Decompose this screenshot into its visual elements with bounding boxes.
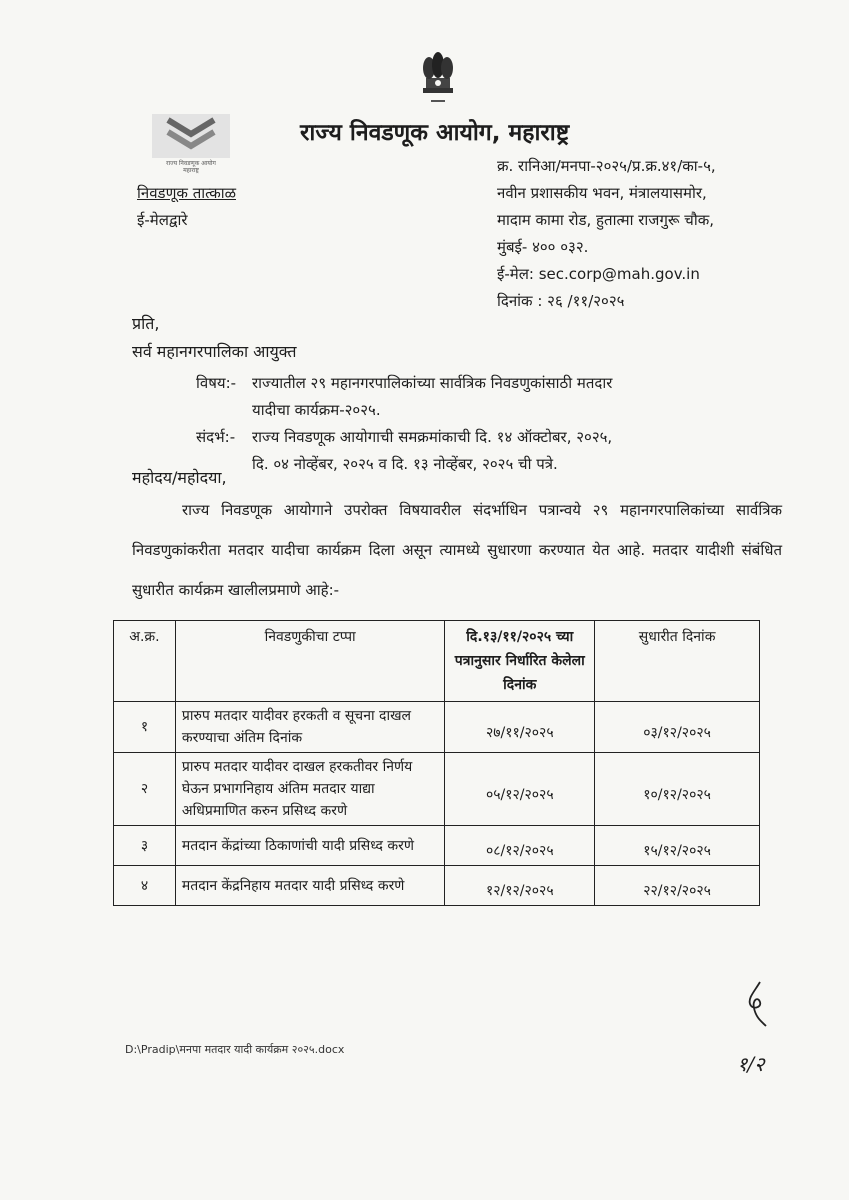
row-old-date: २७/११/२०२५ (445, 702, 595, 753)
row-number: २ (114, 753, 176, 826)
row-old-date: ०८/१२/२०२५ (445, 826, 595, 866)
header-cell: सुधारीत दिनांक (595, 621, 760, 702)
subject-line: राज्यातील २९ महानगरपालिकांच्या सार्वत्रिक निवडणुकांसाठी मतदार (252, 374, 613, 392)
row-old-date: ०५/१२/२०२५ (445, 753, 595, 826)
row-number: ३ (114, 826, 176, 866)
recipient-name: सर्व महानगरपालिका आयुक्त (132, 342, 297, 361)
subject-label: विषय:- (196, 374, 237, 392)
reference-number: क्र. रानिआ/मनपा-२०२५/प्र.क्र.४१/का-५, (497, 157, 716, 175)
table-row (114, 826, 760, 866)
page-title: राज्य निवडणूक आयोग, महाराष्ट्र (300, 120, 570, 146)
recipient-to: प्रति, (132, 314, 160, 333)
page-number: १/२ (737, 1052, 765, 1076)
reference-line: दि. ०४ नोव्हेंबर, २०२५ व दि. १३ नोव्हेंबर, २०२५ ची पत्रे. (252, 455, 558, 473)
signature (732, 978, 782, 1030)
reference-line: राज्य निवडणूक आयोगाची समक्रमांकाची दि. १४ ऑक्टोबर, २०२५, (252, 428, 613, 446)
header-cell: निवडणुकीचा टप्पा (175, 621, 444, 702)
header-cell: दि.१३/११/२०२५ च्या पत्रानुसार निर्धारित केलेला दिनांक (445, 621, 595, 702)
address-block (497, 153, 716, 315)
salutation: महोदय/महोदया, (132, 468, 227, 487)
urgency-block (137, 180, 236, 234)
row-new-date: १५/१२/२०२५ (595, 826, 760, 866)
table-row (114, 702, 760, 753)
row-new-date: १०/१२/२०२५ (595, 753, 760, 826)
row-stage: मतदान केंद्रनिहाय मतदार यादी प्रसिध्द करणे (175, 866, 444, 906)
urgency-label: निवडणूक तात्काळ (137, 184, 236, 202)
table-row (114, 866, 760, 906)
row-stage: प्रारुप मतदार यादीवर हरकती व सूचना दाखल करण्याचा अंतिम दिनांक (175, 702, 444, 753)
row-old-date: १२/१२/२०२५ (445, 866, 595, 906)
header-cell: अ.क्र. (114, 621, 176, 702)
subject-block (196, 370, 612, 478)
body-paragraph: राज्य निवडणूक आयोगाने उपरोक्त विषयावरील संदर्भाधिन पत्रान्वये २९ महानगरपालिकांच्या सार्वत्रिक निवडणुकांकरीता मतदार यादीचा कार्यक्रम दिला असून त्यामध्ये सुधारणा करण्यात येत आहे. मतदार यादीशी संबंधित सुधारीत कार्यक्रम खालीलप्रमाणे आहे:- (132, 501, 782, 599)
reference-label: संदर्भ:- (196, 428, 236, 446)
row-new-date: २२/१२/२०२५ (595, 866, 760, 906)
letter-date: दिनांक : २६ /११/२०२५ (497, 292, 625, 310)
address-line: नवीन प्रशासकीय भवन, मंत्रालयासमोर, (497, 184, 707, 202)
row-new-date: ०३/१२/२०२५ (595, 702, 760, 753)
address-line: मादाम कामा रोड, हुतात्मा राजगुरू चौक, (497, 211, 715, 229)
row-number: १ (114, 702, 176, 753)
row-stage: प्रारुप मतदार यादीवर दाखल हरकतीवर निर्णय घेऊन प्रभागनिहाय अंतिम मतदार याद्या अधिप्रमाणित करुन प्रसिध्द करणे (175, 753, 444, 826)
sec-logo: राज्य निवडणूक आयोग महाराष्ट्र (146, 112, 236, 178)
address-line: मुंबई- ४०० ०३२. (497, 238, 589, 256)
subject-line: यादीचा कार्यक्रम-२०२५. (252, 401, 381, 419)
table-header-row (114, 621, 760, 702)
delivery-mode: ई-मेलद्वारे (137, 211, 188, 229)
email: ई-मेल: sec.corp@mah.gov.in (497, 265, 700, 283)
schedule-table (113, 620, 760, 906)
row-number: ४ (114, 866, 176, 906)
table-row (114, 753, 760, 826)
file-path: D:\Pradip\मनपा मतदार यादी कार्यक्रम २०२५.docx (125, 1043, 345, 1056)
row-stage: मतदान केंद्रांच्या ठिकाणांची यादी प्रसिध्द करणे (175, 826, 444, 866)
recipient-block (132, 310, 297, 366)
state-emblem (413, 48, 463, 110)
